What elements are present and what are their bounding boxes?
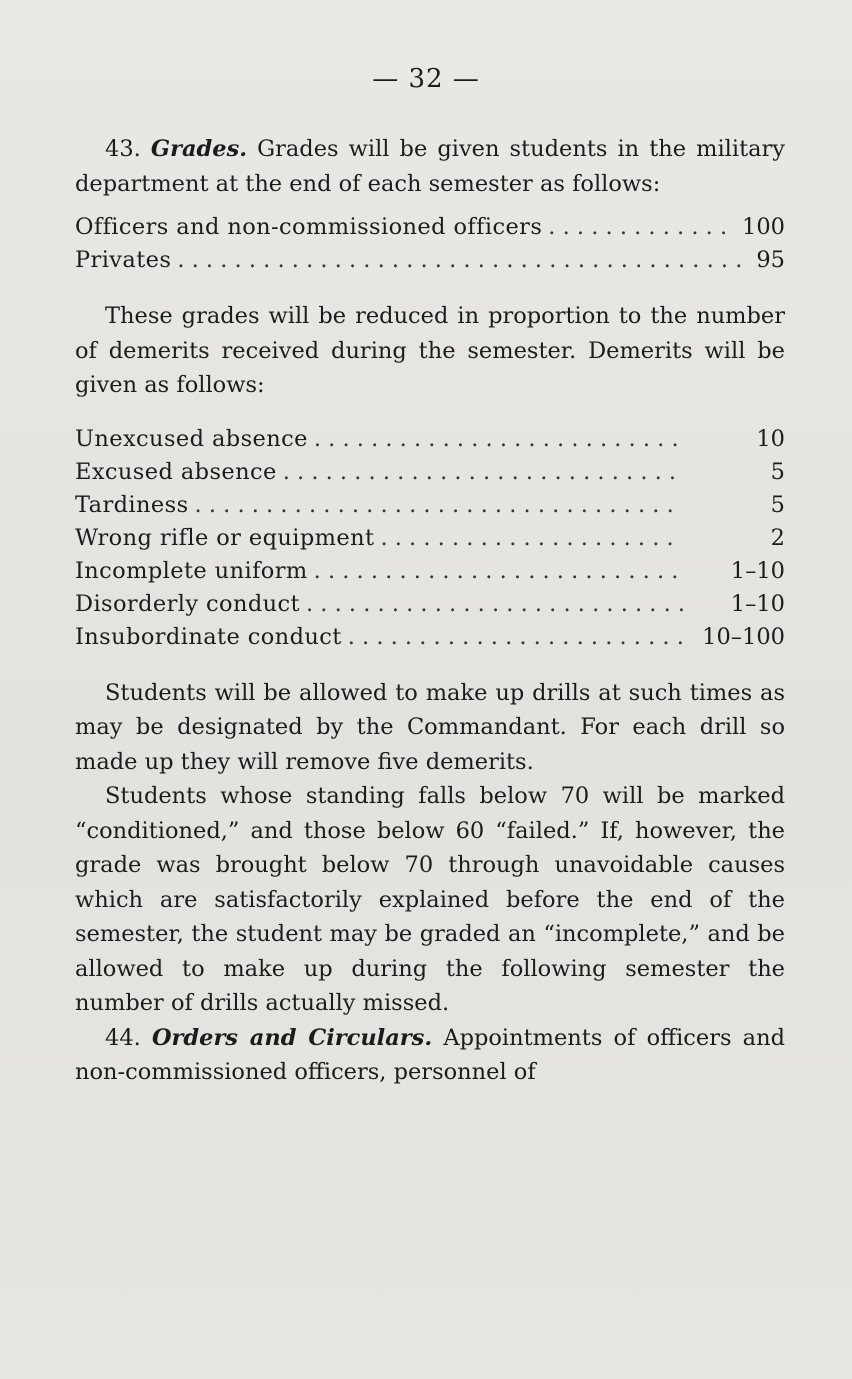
grades-row-privates: [75, 244, 785, 277]
demerits-row-label: Insubordinate conduct: [75, 623, 342, 650]
section-44-title: Orders and Circulars.: [151, 1024, 433, 1051]
demerits-row: [75, 456, 785, 489]
demerits-row: [75, 555, 785, 588]
section-44-paragraph: [75, 1021, 785, 1090]
dot-leader: [380, 522, 683, 555]
dot-leader: [306, 588, 683, 621]
section-43-text: Grades will be given students in the military department at the end of each semester as follows:: [75, 136, 785, 197]
dot-leader: [314, 555, 683, 588]
demerits-row: [75, 522, 785, 555]
demerits-row-label: Excused absence: [75, 458, 277, 485]
grades-table: [75, 211, 785, 277]
section-43-title: Grades.: [150, 136, 248, 162]
demerits-row-value: 5: [770, 491, 785, 518]
section-44-number: 44.: [105, 1024, 141, 1051]
demerits-row-value: 1–10: [730, 557, 785, 584]
demerits-row-label: Tardiness: [75, 491, 189, 518]
demerits-row-label: Incomplete uniform: [75, 557, 308, 584]
page-number: — 32 —: [372, 64, 480, 94]
grades-row-label: Officers and non-commissioned officers: [75, 214, 543, 240]
grades-row-value: 100: [742, 214, 785, 240]
demerits-row: [75, 588, 785, 621]
demerits-row-label: Disorderly conduct: [75, 590, 300, 617]
demerits-row-value: 10: [756, 425, 785, 452]
demerits-row-label: Unexcused absence: [75, 425, 308, 452]
grades-row-label: Privates: [75, 247, 172, 273]
demerits-row-label: Wrong rifle or equipment: [75, 524, 375, 551]
section-44-text: Appointments of officers and non-commissioned officers, personnel of: [75, 1024, 785, 1085]
makeup-paragraph: Students will be allowed to make up drills at such times as may be designated by the Commandant. For each drill so made up they will remove five demerits.: [75, 679, 785, 775]
grades-row-officers: [75, 211, 785, 244]
demerits-intro: These grades will be reduced in proportion to the number of demerits received during the semester. Demerits will be given as follows:: [75, 303, 785, 398]
section-43-number: 43.: [105, 136, 141, 162]
dot-leader: [548, 211, 736, 244]
demerits-row-value: 5: [770, 458, 785, 485]
dot-leader: [283, 456, 683, 489]
demerits-row-value: 10–100: [702, 623, 785, 650]
grades-row-value: 95: [756, 247, 785, 273]
demerits-row-value: 2: [770, 524, 785, 551]
page-body: [75, 132, 785, 1090]
demerits-row: [75, 423, 785, 456]
demerits-row: [75, 621, 785, 654]
standing-paragraph: Students whose standing falls below 70 will be marked “conditioned,” and those below 60 “failed.” If, however, the grade was brought below 70 through unavoidable causes which are satisfactorily explained before the end of the semester, the student may be graded an “incomplete,” and be allowed to make up during the following semester the number of drills actually missed.: [75, 783, 785, 1016]
demerits-table: [75, 423, 785, 654]
dot-leader: [177, 244, 750, 277]
section-43-paragraph: [75, 132, 785, 201]
demerits-row-value: 1–10: [730, 590, 785, 617]
demerits-row: [75, 489, 785, 522]
dot-leader: [195, 489, 683, 522]
dot-leader: [314, 423, 683, 456]
dot-leader: [348, 621, 683, 654]
